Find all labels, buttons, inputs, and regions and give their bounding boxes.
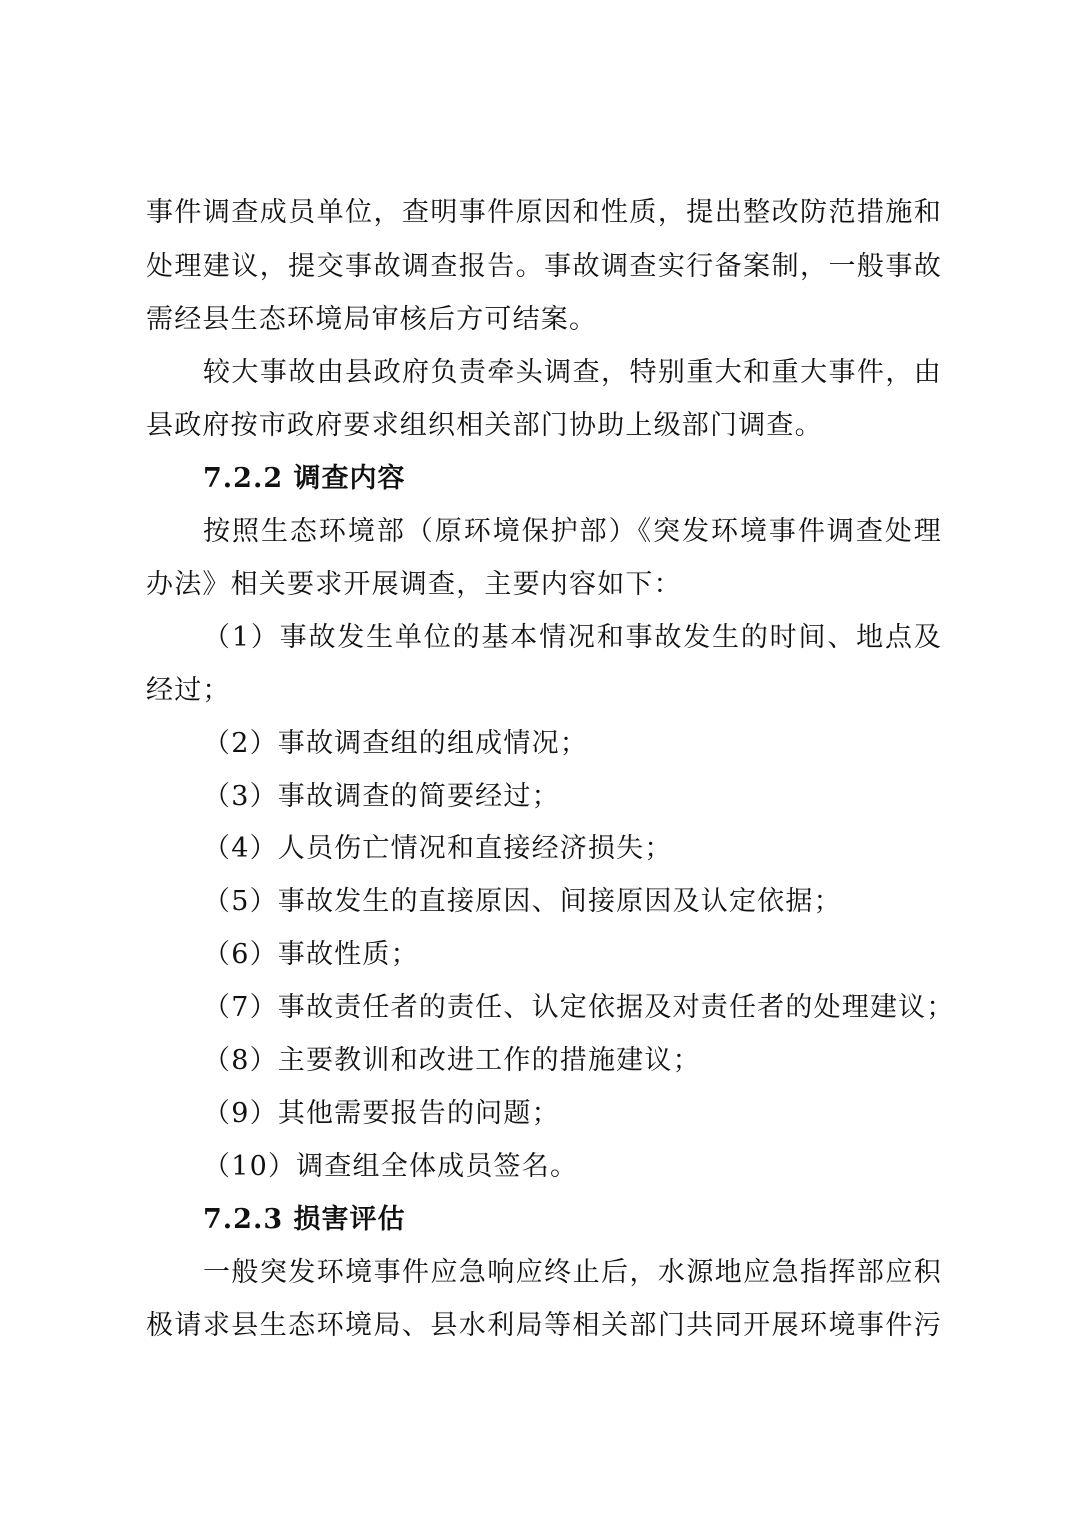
list-item: （1）事故发生单位的基本情况和事故发生的时间、地点及 [203, 622, 942, 653]
body-text-line: 一般突发环境事件应急响应终止后，水源地应急指挥部应积 [203, 1257, 942, 1288]
body-text-line: 极请求县生态环境局、县水利局等相关部门共同开展环境事件污 [146, 1310, 942, 1341]
body-text-line: 按照生态环境部（原环境保护部）《突发环境事件调查处理 [203, 516, 942, 547]
list-item: （10）调查组全体成员签名。 [203, 1151, 579, 1182]
list-item: （6）事故性质； [203, 939, 419, 970]
list-item: （3）事故调查的简要经过； [203, 781, 560, 812]
body-text-line: 较大事故由县政府负责牵头调查，特别重大和重大事件，由 [203, 357, 942, 388]
list-item: （5）事故发生的直接原因、间接原因及认定依据； [203, 886, 842, 917]
section-heading-7-2-3: 7.2.3 损害评估 [203, 1204, 406, 1235]
list-item: （2）事故调查组的组成情况； [203, 728, 588, 759]
body-text-line: 事件调查成员单位，查明事件原因和性质，提出整改防范措施和 [146, 197, 942, 228]
list-item-continuation: 经过； [146, 675, 231, 706]
list-item: （4）人员伤亡情况和直接经济损失； [203, 833, 673, 864]
body-text-line: 处理建议，提交事故调查报告。事故调查实行备案制，一般事故 [146, 251, 942, 282]
list-item: （7）事故责任者的责任、认定依据及对责任者的处理建议； [203, 992, 955, 1023]
body-text-line: 县政府按市政府要求组织相关部门协助上级部门调查。 [146, 410, 823, 441]
section-heading-7-2-2: 7.2.2 调查内容 [203, 463, 406, 494]
list-item: （9）其他需要报告的问题； [203, 1098, 560, 1129]
body-text-line: 需经县生态环境局审核后方可结案。 [146, 304, 598, 335]
body-text-line: 办法》相关要求开展调查，主要内容如下： [146, 569, 682, 600]
list-item: （8）主要教训和改进工作的措施建议； [203, 1045, 701, 1076]
